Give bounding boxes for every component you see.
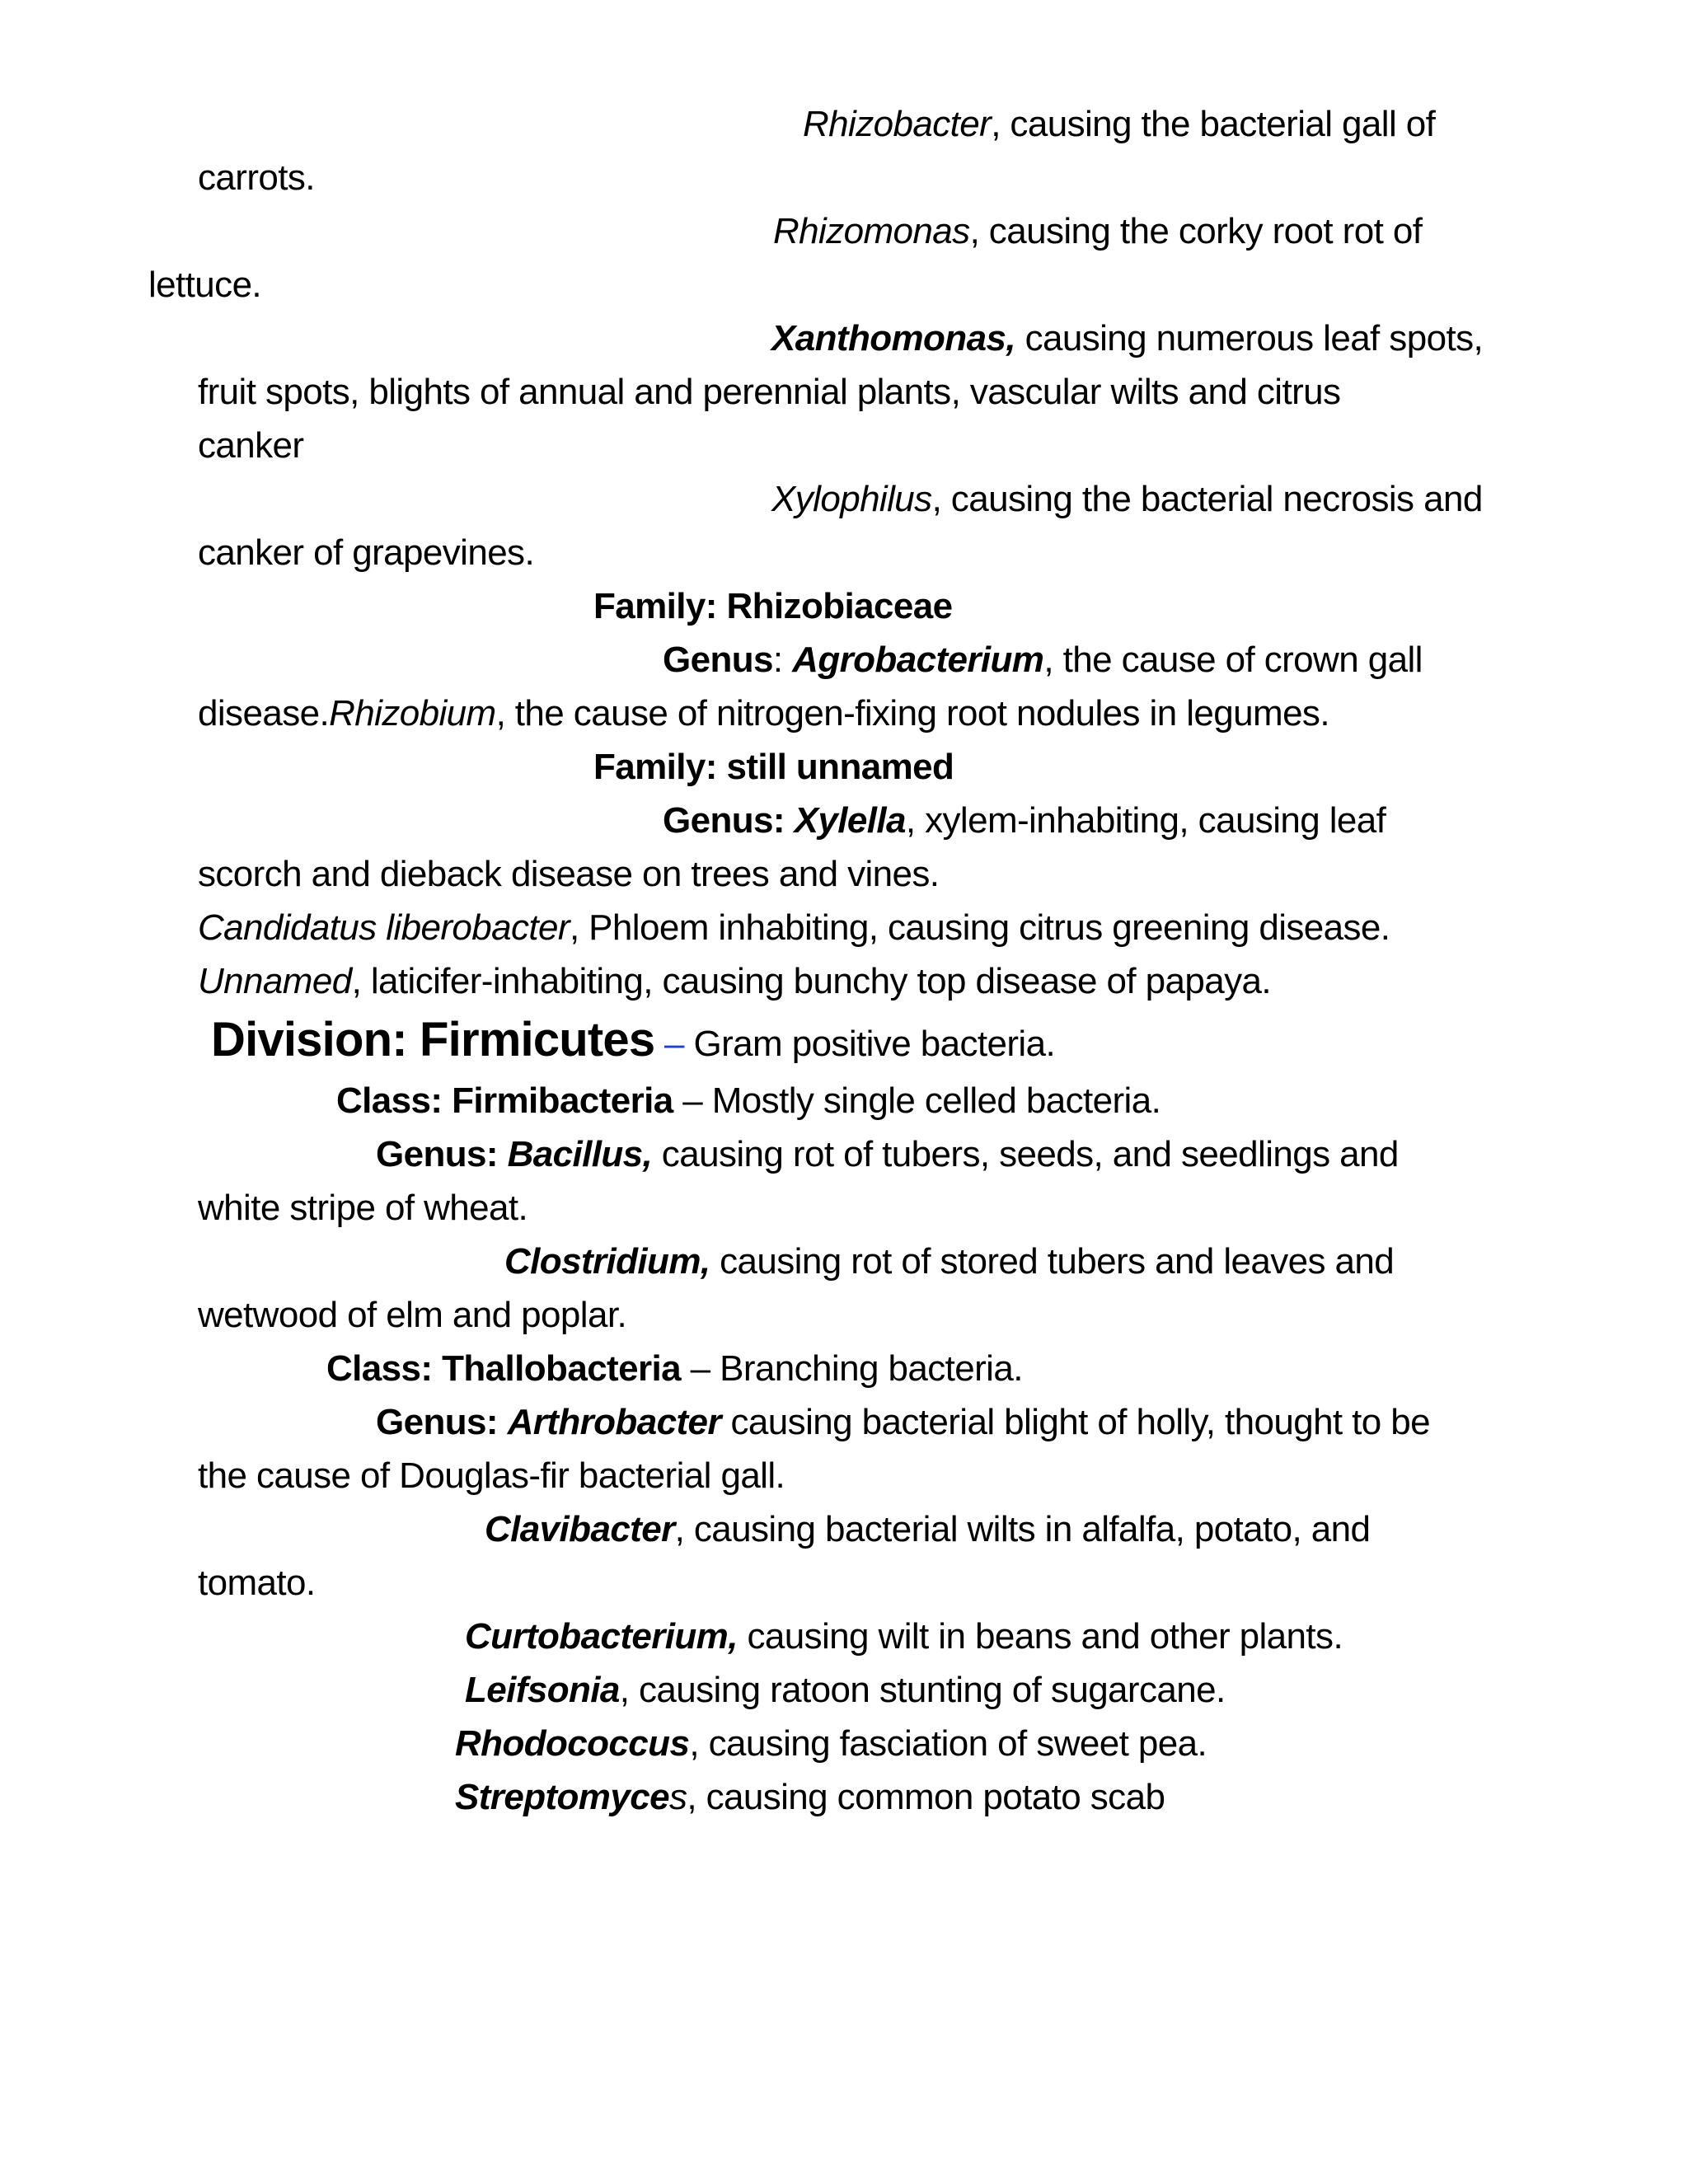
genus-description: , causing ratoon stunting of sugarcane. xyxy=(619,1670,1226,1710)
genus-description: , the cause of crown gall xyxy=(1043,640,1423,680)
genus-label: Genus: xyxy=(376,1402,508,1442)
genus-name: Clostridium, xyxy=(504,1241,710,1282)
genus-name: Leifsonia xyxy=(465,1670,620,1710)
genus-name: Unnamed xyxy=(198,961,352,1001)
genus-description: , xylem-inhabiting, causing leaf xyxy=(905,800,1386,841)
separator: : xyxy=(772,640,793,680)
genus-leifsonia-line xyxy=(465,1667,1226,1713)
genus-description: , causing the corky root rot of xyxy=(969,211,1423,251)
text-line: lettuce. xyxy=(148,265,262,305)
genus-name: Rhizobacter xyxy=(803,104,992,144)
genus-description: , causing bacterial wilts in alfalfa, potato, and xyxy=(674,1509,1371,1549)
genus-description: causing rot of stored tubers and leaves and xyxy=(710,1241,1395,1282)
division-dash: – xyxy=(654,1024,684,1064)
genus-name: Xylella xyxy=(794,800,906,841)
genus-rhodococcus-line xyxy=(455,1721,1207,1767)
division-description: Gram positive bacteria. xyxy=(683,1024,1056,1064)
genus-name: Streptomyce xyxy=(455,1777,669,1817)
genus-xylella-line xyxy=(663,798,1386,844)
family-heading: Family: Rhizobiaceae xyxy=(593,586,953,626)
genus-description: , Phloem inhabiting, causing citrus greening disease. xyxy=(569,907,1390,948)
text-line: wetwood of elm and poplar. xyxy=(198,1295,627,1335)
genus-streptomyces-line xyxy=(455,1774,1165,1821)
genus-label: Genus: xyxy=(663,800,795,841)
division-heading-line xyxy=(211,1012,1055,1068)
text-line: canker xyxy=(198,425,304,466)
division-label: Division: Firmicutes xyxy=(211,1013,655,1066)
genus-description: , laticifer-inhabiting, causing bunchy top disease of papaya. xyxy=(351,961,1272,1001)
genus-description: , causing the bacterial gall of xyxy=(991,104,1436,144)
genus-arthrobacter-line xyxy=(376,1399,1430,1446)
genus-name: Candidatus liberobacter xyxy=(198,907,570,948)
genus-label: Genus: xyxy=(376,1134,508,1174)
genus-description: causing numerous leaf spots, xyxy=(1015,318,1484,359)
genus-name: Rhizobium xyxy=(329,693,496,733)
genus-rhizomonas-line xyxy=(773,209,1422,255)
class-description: – Branching bacteria. xyxy=(681,1348,1023,1389)
text-line: fruit spots, blights of annual and perennial plants, vascular wilts and citrus xyxy=(198,372,1341,412)
text-line: carrots. xyxy=(198,157,315,198)
genus-curtobacterium-line xyxy=(465,1614,1343,1660)
class-label: Class: Thallobacteria xyxy=(326,1348,681,1389)
text-line: scorch and dieback disease on trees and vines. xyxy=(198,854,940,894)
genus-description: , causing the bacterial necrosis and xyxy=(931,479,1483,519)
genus-name: Xylophilus xyxy=(771,479,932,519)
genus-name-tail: s xyxy=(668,1777,687,1817)
genus-xanthomonas-line xyxy=(771,316,1483,362)
genus-candidatus-line xyxy=(198,905,1390,951)
genus-description: , the cause of nitrogen-fixing root nodules in legumes. xyxy=(495,693,1329,733)
genus-name: Xanthomonas, xyxy=(771,318,1015,359)
genus-name: Rhizomonas xyxy=(773,211,970,251)
genus-clavibacter-line xyxy=(485,1507,1370,1553)
genus-clostridium-line xyxy=(504,1239,1394,1285)
text-line: canker of grapevines. xyxy=(198,532,535,573)
genus-rhizobacter-line xyxy=(803,101,1435,148)
genus-description: causing wilt in beans and other plants. xyxy=(737,1616,1343,1657)
class-firmibacteria-line xyxy=(336,1078,1160,1124)
genus-bacillus-line xyxy=(376,1132,1399,1178)
genus-rhizobium-line xyxy=(198,691,1329,737)
genus-unnamed-line xyxy=(198,958,1271,1005)
genus-description: causing bacterial blight of holly, thought to be xyxy=(720,1402,1431,1442)
genus-xylophilus-line xyxy=(771,476,1483,523)
genus-name: Arthrobacter xyxy=(507,1402,721,1442)
class-description: – Mostly single celled bacteria. xyxy=(673,1080,1161,1121)
text-line: white stripe of wheat. xyxy=(198,1188,528,1228)
genus-description: causing rot of tubers, seeds, and seedlings and xyxy=(652,1134,1399,1174)
genus-name: Bacillus, xyxy=(507,1134,653,1174)
class-thallobacteria-line xyxy=(326,1346,1023,1392)
class-label: Class: Firmibacteria xyxy=(336,1080,673,1121)
text-line: the cause of Douglas-fir bacterial gall. xyxy=(198,1455,785,1496)
genus-name: Clavibacter xyxy=(485,1509,675,1549)
genus-name: Rhodococcus xyxy=(455,1723,690,1764)
genus-label: Genus xyxy=(663,640,773,680)
line-prefix: disease. xyxy=(198,693,330,733)
genus-description: , causing fasciation of sweet pea. xyxy=(689,1723,1207,1764)
genus-description: , causing common potato scab xyxy=(687,1777,1165,1817)
genus-name: Agrobacterium xyxy=(792,640,1044,680)
family-heading: Family: still unnamed xyxy=(593,747,954,787)
genus-name: Curtobacterium, xyxy=(465,1616,738,1657)
text-line: tomato. xyxy=(198,1563,316,1603)
genus-agrobacterium-line xyxy=(663,637,1423,683)
